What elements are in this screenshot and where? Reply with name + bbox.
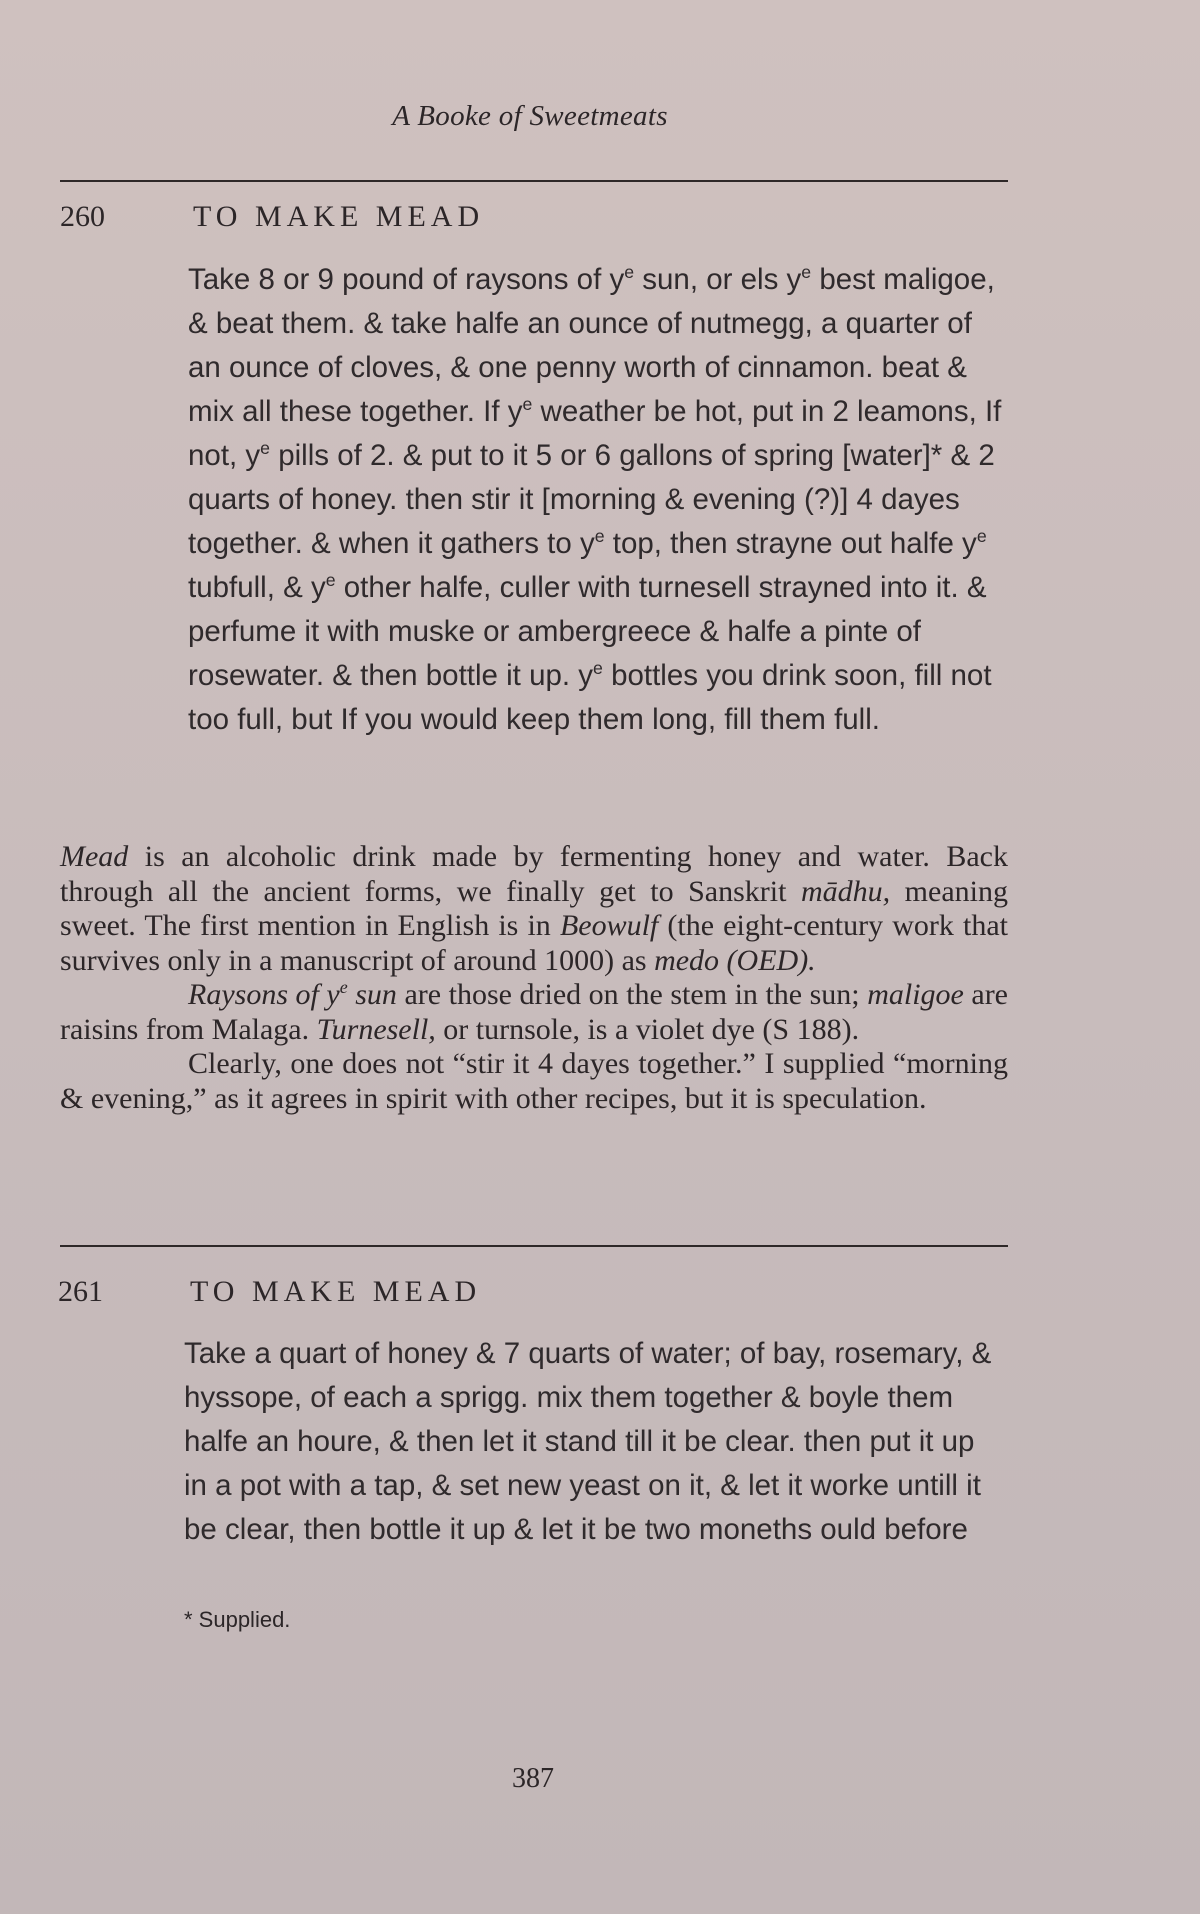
page-number: 387	[512, 1763, 554, 1794]
footnote: * Supplied.	[184, 1607, 291, 1632]
commentary-paragraph: Mead is an alcoholic drink made by fermenting honey and water. Back through all the ancient forms, we finally get to Sanskrit mādhu, meaning sweet. The first mention in English is in Beowulf (the eight-century work that survives only in a manuscript of around 1000) as medo (OED).	[60, 840, 1008, 977]
section-rule	[60, 1245, 1008, 1247]
recipe-title: TO MAKE MEAD	[193, 200, 485, 233]
commentary	[60, 840, 1008, 1116]
section-rule	[60, 180, 1008, 182]
commentary-paragraph: Clearly, one does not “stir it 4 dayes together.” I supplied “morning & evening,” as it agrees in spirit with other recipes, but it is speculation.	[60, 1047, 1008, 1115]
commentary-paragraph: Raysons of $y^e$ sun are those dried on the stem in the sun; maligoe are raisins from Malaga. Turnesell, or turnsole, is a violet dye (S 188).	[60, 977, 1008, 1046]
recipe-number: 260	[60, 200, 105, 233]
recipe-text: Take a quart of honey & 7 quarts of water; of bay, rosemary, & hyssope, of each a sprigg. mix them together & boyle them halfe an houre, & then let it stand till it be clear. then put it up in a pot with a tap, & set new yeast on it, & let it worke untill it be clear, then bottle it up & let it be two moneths ould before	[184, 1337, 992, 1546]
recipe-title: TO MAKE MEAD	[190, 1275, 482, 1308]
recipe-text: Take 8 or 9 pound of raysons of $y^e$ sun, or els $y^e$ best maligoe, & beat them. & take halfe an ounce of nutmegg, a quarter of an ounce of cloves, & one penny worth of cinnamon. beat & mix all these together. If $y^e$ weather be hot, put in 2 leamons, If not, $y^e$ pills of 2. & put to it 5 or 6 gallons of spring [water]* & 2 quarts of honey. then stir it [morning & evening (?)] 4 dayes together. & when it gathers to $y^e$ top, then strayne out halfe $y^e$ tubfull, & $y^e$ other halfe, culler with turnesell strayned into it. & perfume it with muske or ambergreece & halfe a pinte of rosewater. & then bottle it up. $y^e$ bottles you drink soon, fill not too full, but If you would keep them long, fill them full.	[188, 262, 1002, 736]
recipe-number: 261	[58, 1275, 103, 1308]
running-head: A Booke of Sweetmeats	[392, 100, 668, 132]
